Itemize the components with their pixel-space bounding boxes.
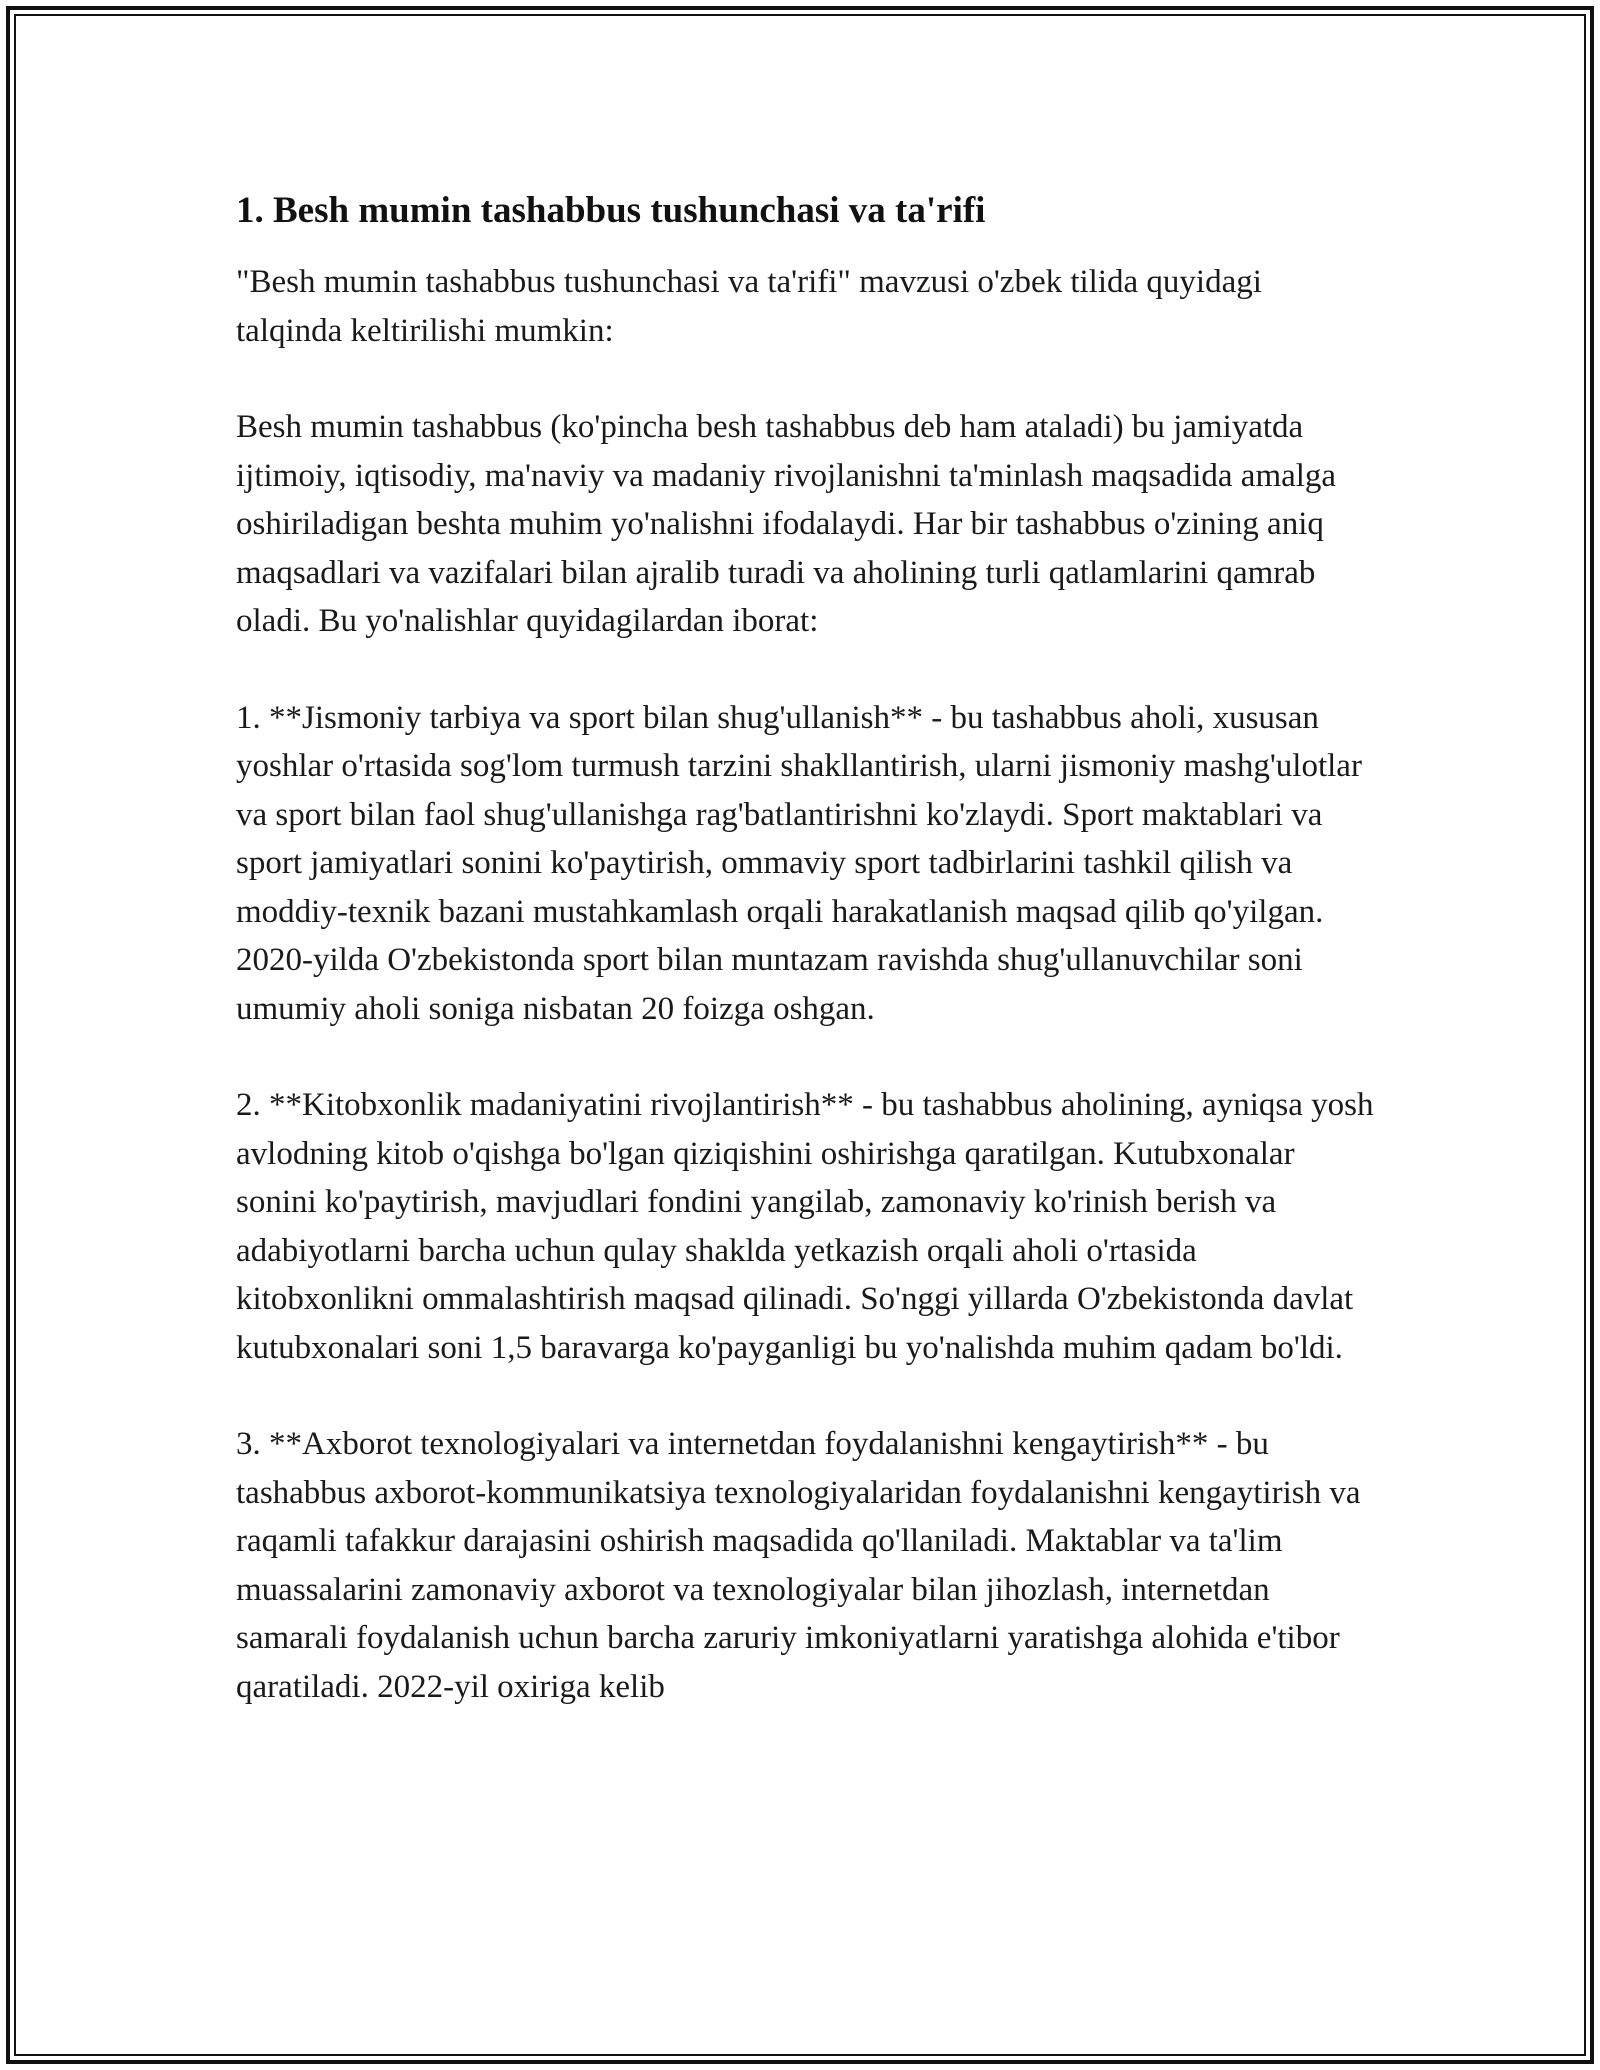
initiative-1-paragraph: 1. **Jismoniy tarbiya va sport bilan shug'ullanish** - bu tashabbus aholi, xususan yoshlar o'rtasida sog'lom turmush tarzini shakllantirish, ularni jismoniy mashg'ulotlar va sport bilan faol shug'ullanishga rag'batlantirishni ko'zlaydi. Sport maktablari va sport jamiyatlari sonini ko'paytirish, ommaviy sport tadbirlarini tashkil qilish va moddiy-texnik bazani mustahkamlash orqali harakatlanish maqsad qilib qo'yilgan. 2020-yilda O'zbekistonda sport bilan muntazam ravishda shug'ullanuvchilar soni umumiy aholi soniga nisbatan 20 foizga oshgan. — [236, 699, 1362, 1027]
initiative-2-paragraph: 2. **Kitobxonlik madaniyatini rivojlantirish** - bu tashabbus aholining, ayniqsa yosh avlodning kitob o'qishga bo'lgan qiziqishini oshirishga qaratilgan. Kutubxonalar sonini ko'paytirish, mavjudlari fondini yangilab, zamonaviy ko'rinish berish va adabiyotlarni barcha uchun qulay shaklda yetkazish orqali aholi o'rtasida kitobxonlikni ommalashtirish maqsad qilinadi. So'nggi yillarda O'zbekistonda davlat kutubxonalari soni 1,5 baravarga ko'payganligi bu yo'nalishda muhim qadam bo'ldi. — [236, 1087, 1374, 1366]
intro-paragraph: "Besh mumin tashabbus tushunchasi va ta'rifi" mavzusi o'zbek tilida quyidagi talqinda keltirilishi mumkin: — [236, 264, 1262, 349]
initiative-3-paragraph: 3. **Axborot texnologiyalari va internetdan foydalanishni kengaytirish** - bu tashabbus axborot-kommunikatsiya texnologiyalaridan foydalanishni kengaytirish va raqamli tafakkur darajasini oshirish maqsadida qo'llaniladi. Maktablar va ta'lim muassalarini zamonaviy axborot va texnologiyalar bilan jihozlash, internetdan samarali foydalanish uchun barcha zaruriy imkoniyatlarni yaratishga alohida e'tibor qaratiladi. 2022-yil oxiriga kelib — [236, 1426, 1361, 1705]
document-body — [236, 186, 1376, 1759]
definition-paragraph: Besh mumin tashabbus (ko'pincha besh tashabbus deb ham ataladi) bu jamiyatda ijtimoiy, iqtisodiy, ma'naviy va madaniy rivojlanishni ta'minlash maqsadida amalga oshiriladigan beshta muhim yo'nalishni ifodalaydi. Har bir tashabbus o'zining aniq maqsadlari va vazifalari bilan ajralib turadi va aholining turli qatlamlarini qamrab oladi. Bu yo'nalishlar quyidagilardan iborat: — [236, 409, 1337, 639]
section-heading: 1. Besh mumin tashabbus tushunchasi va ta'rifi — [236, 190, 986, 231]
